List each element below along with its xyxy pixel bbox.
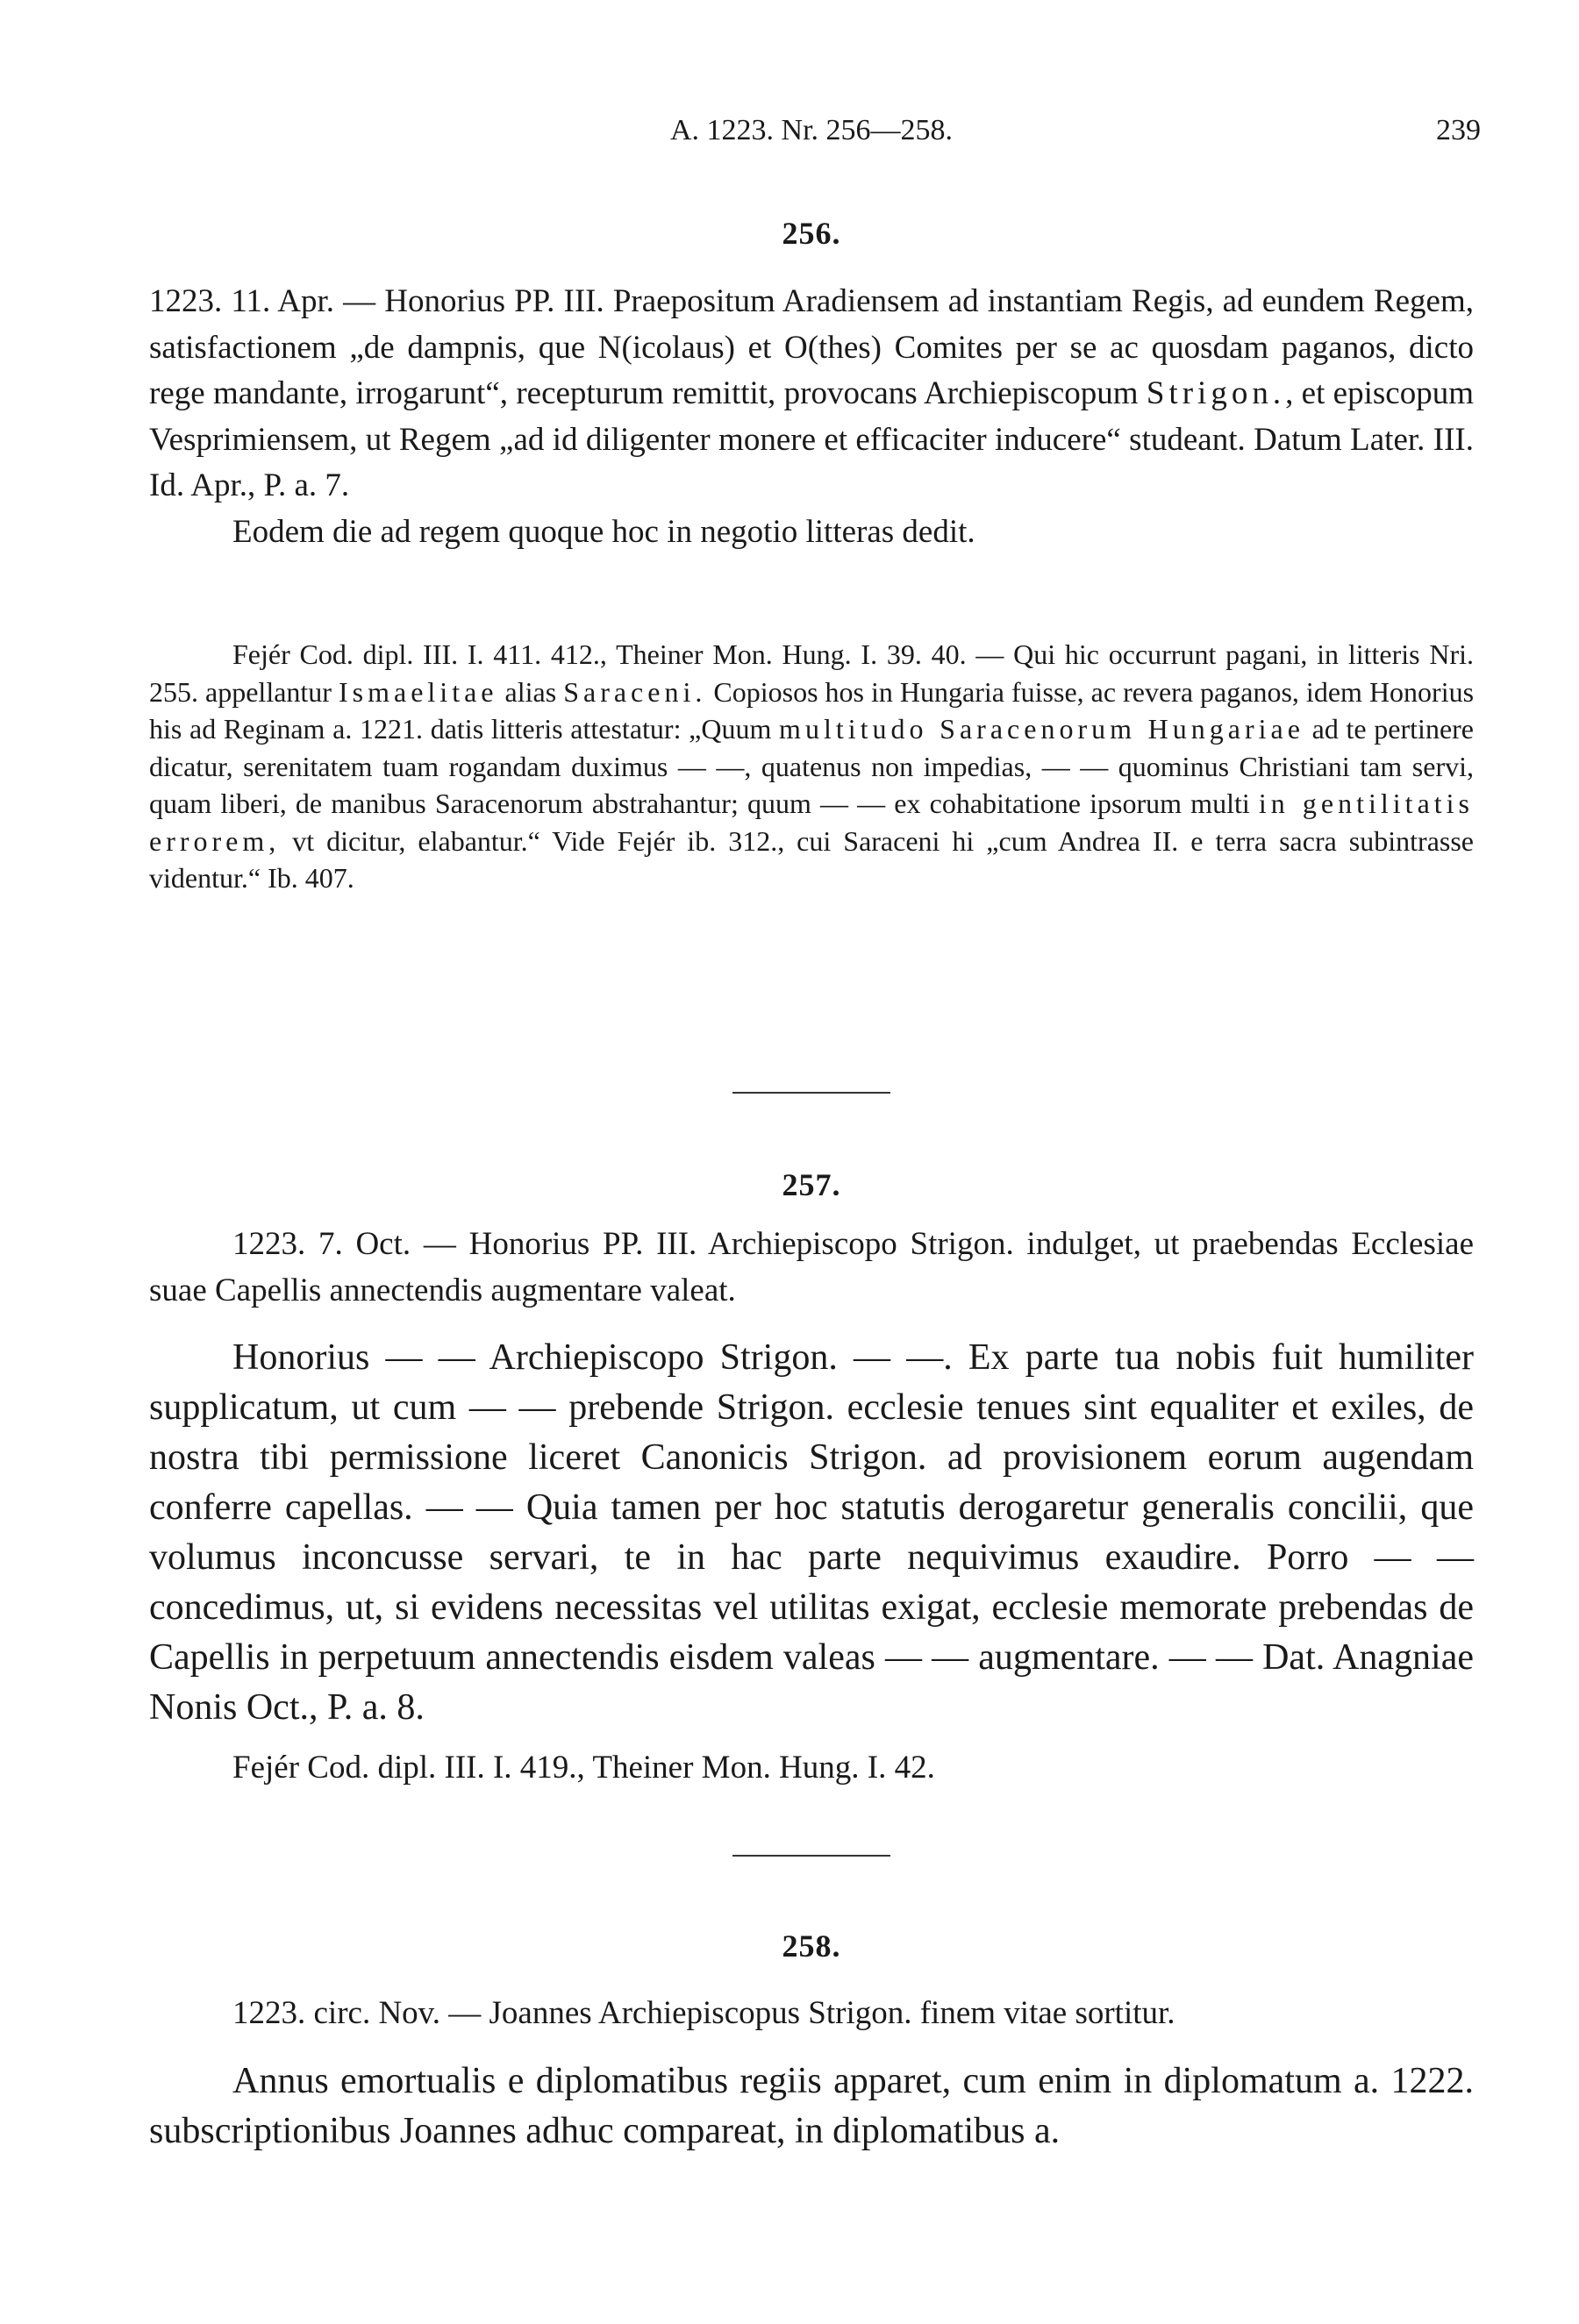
page-number: 239: [1436, 114, 1481, 146]
section-divider: [732, 1855, 890, 1857]
strigon-spaced: Strigon.: [1146, 375, 1286, 411]
regest-addendum: Eodem die ad regem quoque hoc in negotio litteras dedit.: [232, 513, 975, 550]
note-text-4: vt dicitur, elabantur.“ Vide Fejér ib. 312., cui Saraceni hi „cum Andrea II. e terra sacra subintrasse videntur.“ Ib. 407.: [149, 824, 1475, 894]
regest-text-cont: , et episcopum Vesprimiensem, ut Regem „ad id diligenter monere et efficaciter inducere“ studeant. Datum Later. III. Id. Apr., P. a. 7.: [149, 375, 1474, 503]
entry-number: 257.: [782, 1167, 841, 1202]
running-head: [149, 114, 1481, 158]
note-alias: alias: [504, 675, 557, 708]
entry-257-regest: [149, 1222, 1474, 1314]
ismaelitae-spaced: Ismaelitae: [339, 675, 498, 708]
regest-paragraph: 1223. circ. Nov. — Joannes Archiepiscopus Strigon. finem vitae sortitur.: [232, 1995, 1175, 2031]
source-citation: Fejér Cod. dipl. III. I. 419., Theiner Mon. Hung. I. 42.: [232, 1750, 935, 1786]
note-text-1: Fejér Cod. dipl. III. I. 411. 412., Theiner Mon. Hung. I. 39. 40. — Qui hic occurrunt pagani, in litteris Nri. 255. appellantur: [149, 638, 1474, 708]
entry-256: [149, 215, 1474, 252]
entry-number: 256.: [782, 216, 841, 251]
document-text: Honorius — — Archiepiscopo Strigon. — —. Ex parte tua nobis fuit humiliter supplicatum, ut cum — — prebende Strigon. ecclesie tenues sint equaliter et exiles, de nostra tibi permissione liceret Canonicis Strigon. ad provisionem eorum augendam conferre capellas. — — Quia tamen per hoc statutis derogaretur generalis concilii, que volumus inconcusse servari, te in hac parte nequivimus exaudire. Porro — — concedimus, ut, si evidens necessitas vel utilitas exigat, ecclesie memorate prebendas de Capellis in perpetuum annectendis eisdem valeas — — augmentare. — — Dat. Anagniae Nonis Oct., P. a. 8.: [149, 1337, 1474, 1728]
regest-paragraph: 1223. 7. Oct. — Honorius PP. III. Archiepiscopo Strigon. indulget, ut praebendas Ecclesiae suae Capellis annectendis augmentare valeat.: [149, 1226, 1474, 1308]
entry-258-text: [149, 2057, 1474, 2156]
note-text-2: Copiosos hos in Hungaria fuisse, ac revera paganos, idem Honorius his ad Reginam a. 1221. datis litteris attestatur: „Quum: [149, 675, 1475, 745]
entry-257-source: [149, 1745, 1474, 1792]
entry-256-regest: [149, 279, 1474, 555]
regest-text: 1223. 11. Apr. — Honorius PP. III. Praepositum Aradiensem ad instantiam Regis, ad eundem Regem, satisfactionem „de dampnis, que N(icolaus) et O(thes) Comites per se ac quosdam paganos, dicto rege mandante, irrogarunt“, recepturum remittit, provocans Archiepiscopum: [149, 283, 1474, 411]
note-text-3: ad te pertinere dicatur, serenitatem tuam rogandam duximus — —, quatenus non impedias, — — quominus Christiani tam servi, quam liberi, de manibus Saracenorum abstrahantur; quum — — ex cohabitatione ipsorum multi: [149, 713, 1475, 819]
document-text: Annus emortualis e diplomatibus regiis apparet, cum enim in diplomatum a. 1222. subscriptionibus Joannes adhuc compareat, in diplomatibus a.: [149, 2061, 1474, 2151]
gentilitatis-spaced: in gentilitatis errorem,: [149, 788, 1474, 857]
document-page: [149, 0, 1481, 2324]
entry-258-regest: [149, 1991, 1474, 2037]
saraceni-spaced: Saraceni.: [563, 675, 707, 708]
regest-paragraph: [149, 279, 1474, 510]
multitudo-spaced: multitudo Saracenorum Hungariae: [779, 713, 1304, 745]
entry-number: 258.: [782, 1928, 841, 1964]
entry-257: [149, 1166, 1474, 1203]
entry-256-note: [149, 636, 1474, 897]
note-paragraph: [149, 636, 1474, 897]
entry-257-text: [149, 1333, 1474, 1733]
entry-258: [149, 1928, 1474, 1964]
section-divider: [732, 1092, 890, 1094]
running-title: A. 1223. Nr. 256—258.: [669, 114, 954, 146]
